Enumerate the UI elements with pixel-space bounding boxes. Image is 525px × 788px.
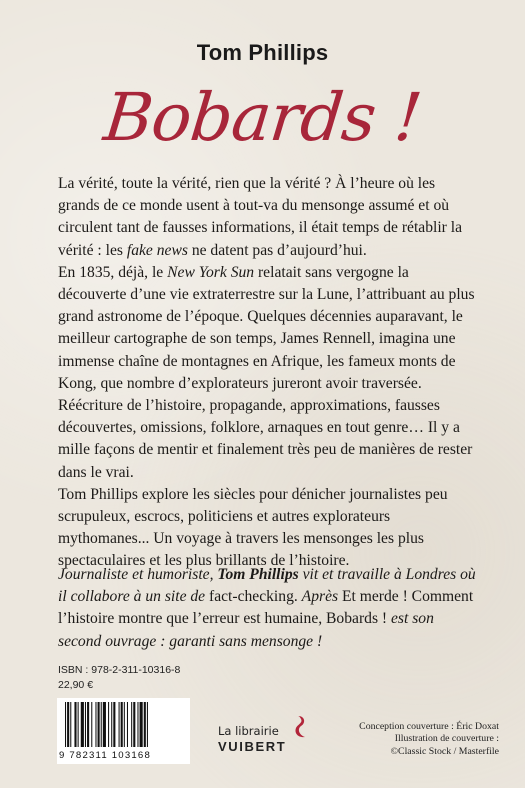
author-bio: Journaliste et humoriste, Tom Phillips vit et travaille à Londres où il collabore à un site de fact-checking. Après Et merde ! Comment l’histoire montre que l’erreur est humaine, Bobards ! est son second ouvrage : garanti sans mensonge ! xyxy=(58,566,476,650)
blurb xyxy=(58,173,480,573)
publisher-logo-line2: VUIBERT xyxy=(218,739,287,754)
credit-illustration-label: Illustration de couverture : xyxy=(394,733,499,745)
credit-illustration-source: ©Classic Stock / Masterfile xyxy=(390,745,499,757)
book-title: Bobards ! xyxy=(100,79,425,156)
blurb-paragraph-4: Tom Phillips explore les siècles pour dénicher journalistes peu scrupuleux, escrocs, politiciens et autres explorateurs mythomanes... Un voyage à travers les mensonges les plus spectaculaires et les plus brillants de l’histoire. xyxy=(58,485,448,570)
credit-design: Conception couverture : Éric Doxat xyxy=(359,721,499,732)
publisher-logo-line1: La librairie xyxy=(218,724,279,738)
publisher-mark-icon xyxy=(292,714,310,740)
author-name: Tom Phillips xyxy=(196,40,329,65)
blurb-paragraph-3: Réécriture de l’histoire, propagande, approximations, fausses découvertes, omissions, folklore, arnaques en tout genre… Il y a mille façons de mentir et finalement très peu de manières de rester dans le vrai. xyxy=(58,397,473,481)
cover-credits xyxy=(329,721,499,758)
barcode xyxy=(57,698,190,764)
barcode-number: 9 782311 103168 xyxy=(59,750,151,761)
blurb-paragraph-2: En 1835, déjà, le New York Sun relatait sans vergogne la découverte d’une vie extraterrestre sur la Lune, l’attribuant au plus grand astronome de l’époque. Quelques décennies auparavant, le meilleur cartographe de son temps, James Rennell, imagina une immense chaîne de montagnes en Afrique, les fameux monts de Kong, que nombre d’explorateurs jureront avoir traversée. xyxy=(58,263,475,392)
price: 22,90 € xyxy=(58,679,94,691)
isbn-block xyxy=(58,663,180,693)
blurb-paragraph-1: La vérité, toute la vérité, rien que la vérité ? À l’heure où les grands de ce monde usent à tout-va du mensonge assumé et où circulent tant de fausses informations, il était temps de rétablir la vérité : les fake news ne datent pas d’aujourd’hui. xyxy=(58,175,463,259)
barcode-bars xyxy=(63,702,183,747)
publisher-logo xyxy=(218,714,308,758)
isbn: ISBN : 978-2-311-10316-8 xyxy=(58,664,181,676)
